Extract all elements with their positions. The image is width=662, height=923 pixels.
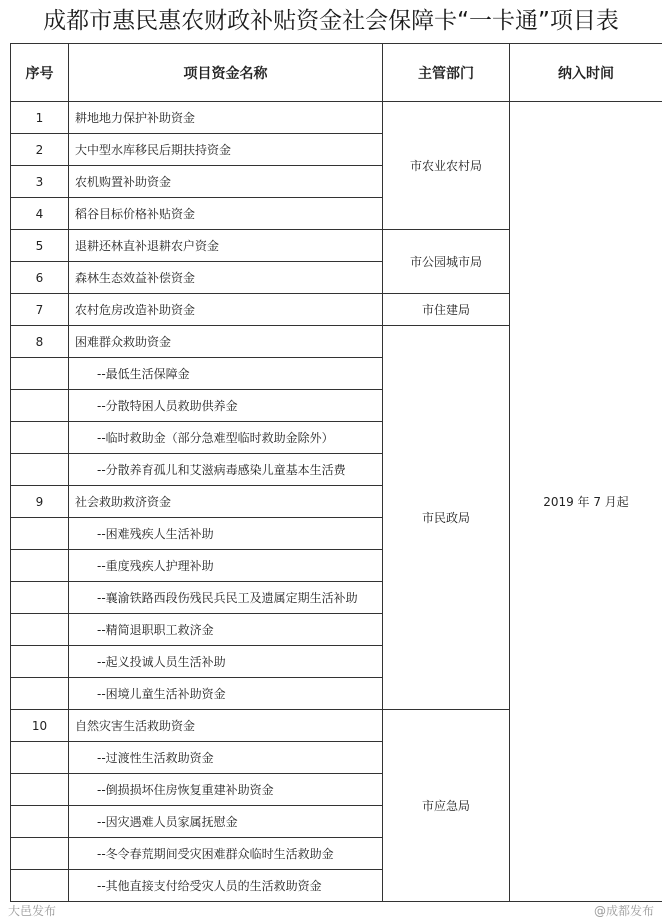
row-seq [11, 518, 69, 550]
watermark-left: 大邑发布 [8, 904, 57, 918]
row-seq: 4 [11, 198, 69, 230]
dept-cell: 市民政局 [383, 326, 510, 710]
row-seq: 9 [11, 486, 69, 518]
row-seq [11, 678, 69, 710]
row-name: --分散养育孤儿和艾滋病毒感染儿童基本生活费 [69, 454, 383, 486]
row-seq [11, 870, 69, 902]
header-time: 纳入时间 [510, 44, 662, 102]
row-name: --临时救助金（部分急难型临时救助金除外） [69, 422, 383, 454]
header-name: 项目资金名称 [69, 44, 383, 102]
row-name: --精简退职职工救济金 [69, 614, 383, 646]
row-seq: 2 [11, 134, 69, 166]
row-name: 稻谷目标价格补贴资金 [69, 198, 383, 230]
row-seq: 3 [11, 166, 69, 198]
watermark-right: @成都发布 [593, 904, 654, 918]
row-name: --其他直接支付给受灾人员的生活救助资金 [69, 870, 383, 902]
row-name: --过渡性生活救助资金 [69, 742, 383, 774]
row-seq: 5 [11, 230, 69, 262]
row-seq [11, 614, 69, 646]
project-table [10, 43, 662, 902]
row-name: --因灾遇难人员家属抚慰金 [69, 806, 383, 838]
row-seq [11, 358, 69, 390]
row-seq [11, 390, 69, 422]
row-seq [11, 806, 69, 838]
dept-cell: 市农业农村局 [383, 102, 510, 230]
row-name: 大中型水库移民后期扶持资金 [69, 134, 383, 166]
row-name: --分散特困人员救助供养金 [69, 390, 383, 422]
row-name: --襄渝铁路西段伤残民兵民工及遗属定期生活补助 [69, 582, 383, 614]
row-name: --起义投诚人员生活补助 [69, 646, 383, 678]
row-seq: 7 [11, 294, 69, 326]
table-row [11, 102, 662, 134]
row-name: 森林生态效益补偿资金 [69, 262, 383, 294]
row-name: 社会救助救济资金 [69, 486, 383, 518]
row-name: --困难残疾人生活补助 [69, 518, 383, 550]
row-name: --最低生活保障金 [69, 358, 383, 390]
row-seq [11, 838, 69, 870]
row-seq: 10 [11, 710, 69, 742]
row-name: --倒损损坏住房恢复重建补助资金 [69, 774, 383, 806]
row-seq [11, 422, 69, 454]
dept-cell: 市公园城市局 [383, 230, 510, 294]
row-name: 耕地地力保护补助资金 [69, 102, 383, 134]
row-seq: 1 [11, 102, 69, 134]
row-name: --冬令春荒期间受灾困难群众临时生活救助金 [69, 838, 383, 870]
row-name: 自然灾害生活救助资金 [69, 710, 383, 742]
dept-cell: 市应急局 [383, 710, 510, 902]
row-name: 农村危房改造补助资金 [69, 294, 383, 326]
table-header-row [11, 44, 662, 102]
row-seq [11, 454, 69, 486]
row-seq: 6 [11, 262, 69, 294]
row-seq [11, 742, 69, 774]
row-seq [11, 774, 69, 806]
header-dept: 主管部门 [383, 44, 510, 102]
row-name: 农机购置补助资金 [69, 166, 383, 198]
row-seq [11, 550, 69, 582]
row-seq: 8 [11, 326, 69, 358]
time-cell: 2019 年 7 月起 [510, 102, 662, 902]
row-name: --困境儿童生活补助资金 [69, 678, 383, 710]
row-name: --重度残疾人护理补助 [69, 550, 383, 582]
page-title: 成都市惠民惠农财政补贴资金社会保障卡“一卡通”项目表 [43, 8, 619, 34]
row-name: 退耕还林直补退耕农户资金 [69, 230, 383, 262]
row-seq [11, 646, 69, 678]
header-seq: 序号 [11, 44, 69, 102]
row-name: 困难群众救助资金 [69, 326, 383, 358]
row-seq [11, 582, 69, 614]
dept-cell: 市住建局 [383, 294, 510, 326]
